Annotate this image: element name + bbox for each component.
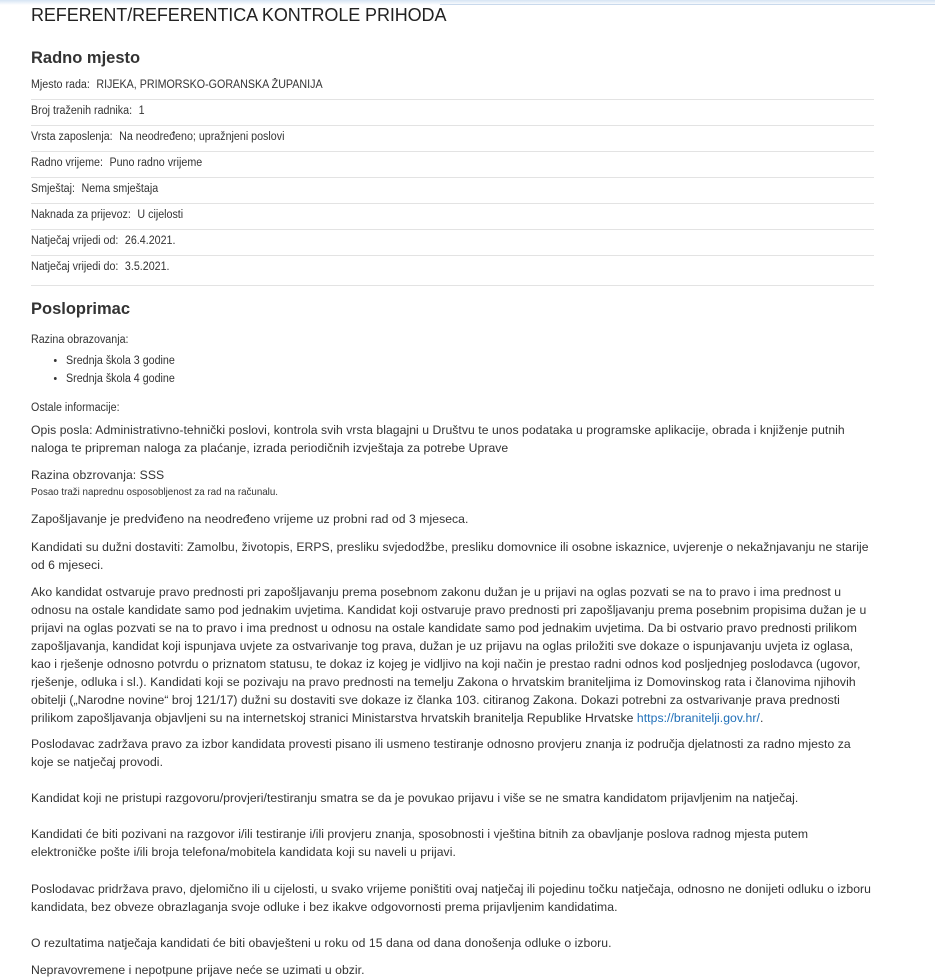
paragraph-dokumenti: Kandidati su dužni dostaviti: Zamolbu, životopis, ERPS, presliku svjedodžbe, presliku domovnice ili osobne iskaznice, uvjerenje o nekažnjavanju ne starije od 6 mjeseci. — [31, 540, 869, 572]
divider — [31, 255, 874, 256]
list-item: • Srednja škola 4 godine — [66, 370, 175, 388]
field-label: Mjesto rada: — [31, 79, 90, 91]
field-vrsta-zaposlenja — [31, 131, 284, 151]
paragraph-end: . — [759, 711, 764, 725]
education-list — [31, 352, 183, 388]
other-info-label: Ostale informacije: — [31, 402, 120, 414]
field-label: Natječaj vrijedi do: — [31, 261, 119, 273]
field-label: Vrsta zaposlenja: — [31, 131, 113, 143]
divider — [31, 125, 874, 126]
field-value: U cijelosti — [137, 209, 184, 221]
paragraph-text: Ako kandidat ostvaruje pravo prednosti pri zapošljavanju prema posebnom zakonu dužan je u prijavi na oglas pozvati se na to pravo i ima prednost u odnosu na ostale kandidate samo pod jednakim uvjetima. Kandidat koji ostvaruje pravo prednosti pri zapošljavanju prema posebnim propisima dužan je u prijavi na oglas pozvati se na to pravo i ima prednost u odnosu na ostale kandidate samo pod jednakim uvjetima. Da bi ostvario pravo prednosti prilikom zapošljavanja, kandidat koji ispunjava uvjete za ostvarivanje tog prava, dužan je uz prijavu na oglas priložiti sve dokaze o ispunjavanju uvjeta iz oglasa, kao i rješenje odnosno potvrdu o priznatom statusu, te dokaz iz kojeg je vidljivo na koji način je prestao radni odnos kod posljednjeg poslodavca (ugovor, rješenje, odluka i sl.). Kandidati koji se pozivaju na pravo prednosti na temelju Zakona o hrvatskim braniteljima iz Domovinskog rata i članovima njihovih obitelji („Narodne novine“ broj 121/17) dužni su dostaviti sve dokaze iz članka 103. citiranog Zakona. Dokazi potrebni za ostvarivanje prava prednosti prilikom zapošljavanja objavljeni su na internetskoj stranici Ministarstva hrvatskih branitelja Republike Hrvatske — [31, 585, 867, 725]
field-label: Natječaj vrijedi od: — [31, 235, 119, 247]
divider — [31, 177, 874, 178]
paragraph-pozivanje: Kandidati će biti pozivani na razgovor i/ili testiranje i/ili provjeru znanja, sposobnosti i vještina bitnih za obavljanje poslova radnog mjesta putem elektroničke pošte i/ili broja telefona/mobitela kandidata koji su naveli u prijavi. — [31, 827, 809, 859]
section-title-radno-mjesto: Radno mjesto — [31, 49, 141, 67]
education-label: Razina obrazovanja: — [31, 334, 129, 346]
field-label: Radno vrijeme: — [31, 157, 103, 169]
field-label: Smještaj: — [31, 183, 75, 195]
page-title: REFERENT/REFERENTICA KONTROLE PRIHODA — [31, 5, 447, 25]
branitelji-link[interactable]: https://branitelji.gov.hr/ — [636, 711, 760, 725]
top-border-line — [440, 4, 935, 5]
paragraph-probni-rad: Zapošljavanje je predviđeno na neodređeno vrijeme uz probni rad od 3 mjeseca. — [31, 512, 469, 526]
field-radno-vrijeme — [31, 157, 202, 177]
field-smjestaj — [31, 183, 158, 203]
divider — [31, 99, 874, 100]
racunalo-note: Posao traži naprednu osposobljenost za rad na računalu. — [31, 486, 279, 498]
field-value: Puno radno vrijeme — [109, 157, 203, 169]
field-naknada-prijevoz — [31, 209, 183, 229]
field-label: Naknada za prijevoz: — [31, 209, 131, 221]
field-mjesto-rada — [31, 79, 323, 99]
opis-posla: Opis posla: Administrativno-tehnički poslovi, kontrola svih vrsta blagajni u Društvu te unos podataka u programske aplikacije, obrada i knjiženje putnih naloga te pripreman naloga za plaćanje, izrada periodičnih izvještaja za potrebe Uprave — [31, 423, 845, 455]
field-value: 26.4.2021. — [124, 235, 176, 247]
paragraph-rezultati: O rezultatima natječaja kandidati će biti obavješteni u roku od 15 dana od dana donošenja odluke o izboru. — [31, 936, 612, 950]
section-title-posloprimac: Posloprimac — [31, 300, 131, 318]
divider — [31, 285, 874, 286]
field-label: Broj traženih radnika: — [31, 105, 133, 117]
divider — [31, 229, 874, 230]
paragraph-ponistenje: Poslodavac pridržava pravo, djelomično ili u cijelosti, u svako vrijeme poništiti ovaj natječaj ili pojedinu točku natječaja, odnosno ne donijeti odluku o izboru kandidata, bez obveze obrazlaganja svoje odluke i bez ikakve odgovornosti prema prijavljenim kandidatima. — [31, 882, 871, 914]
field-natjecaj-od — [31, 235, 175, 255]
field-value: Na neodređeno; upražnjeni poslovi — [119, 131, 285, 143]
list-item: • Srednja škola 3 godine — [66, 352, 175, 370]
paragraph-razgovor: Kandidat koji ne pristupi razgovoru/provjeri/testiranju smatra se da je povukao prijavu i više se ne smatra kandidatom prijavljenim na natječaj. — [31, 791, 799, 805]
paragraph-testiranje: Poslodavac zadržava pravo za izbor kandidata provesti pisano ili usmeno testiranje odnosno provjeru znanja iz područja djelatnosti za radno mjesto za koje se natječaj provodi. — [31, 737, 851, 769]
field-value: Nema smještaja — [81, 183, 159, 195]
field-broj-radnika — [31, 105, 145, 125]
field-value: 3.5.2021. — [124, 261, 170, 273]
divider — [31, 151, 874, 152]
field-natjecaj-do — [31, 261, 170, 281]
divider — [31, 203, 874, 204]
paragraph-pravo-prednosti — [31, 583, 871, 727]
field-value: 1 — [138, 105, 145, 117]
paragraph-nepotpune: Nepravovremene i nepotpune prijave neće se uzimati u obzir. — [31, 963, 365, 977]
razina-obrazovanja: Razina obzrovanja: SSS — [31, 468, 165, 482]
field-value: RIJEKA, PRIMORSKO-GORANSKA ŽUPANIJA — [96, 79, 323, 91]
